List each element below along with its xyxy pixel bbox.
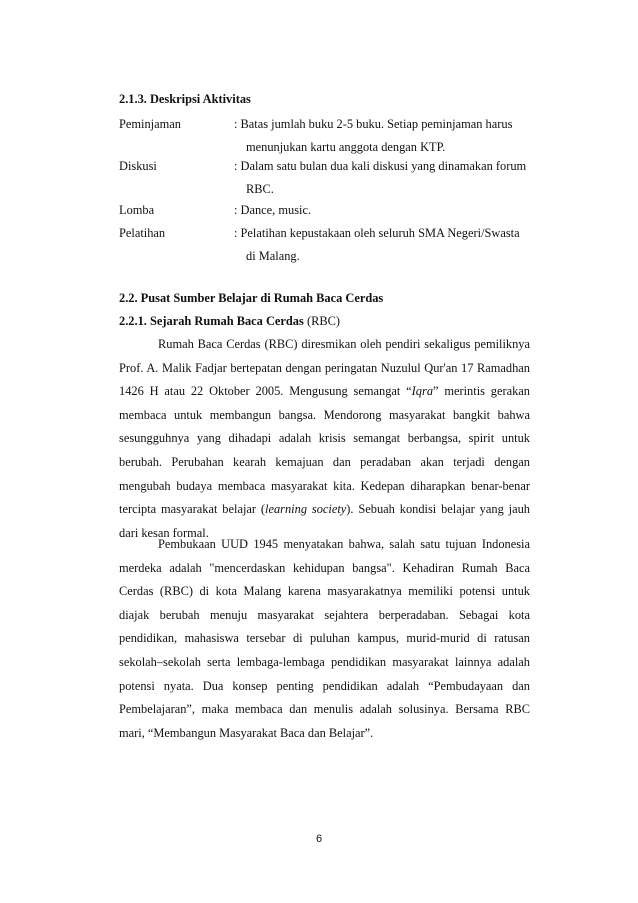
para1-part3: ). Sebuah kondisi belajar yang jauh dari kesan formal. [119,502,530,540]
activity-label-lomba: Lomba [119,203,155,217]
para2-text: Pembukaan UUD 1945 menyatakan bahwa, salah satu tujuan Indonesia merdeka adalah "mencerdaskan kehidupan bangsa". Kehadiran Rumah Baca Cerdas (RBC) di kota Malang karena masyarakatnya memiliki potensi untuk diajak berubah menuju masyarakat sejahtera berperadaban. Sebagai kota pendidikan, mahasiswa tersebar di puluhan kampus, murid-murid di ratusan sekolah–sekolah serta lembaga-lembaga pendidikan masyarakat lainnya adalah potensi nyata. Dua konsep penting pendidikan adalah “Pembudayaan dan Pembelajaran”, maka membaca dan menulis adalah solusinya. Bersama RBC mari, “Membangun Masyarakat Baca dan Belajar”. [119,537,530,740]
activity-desc-diskusi: : Dalam satu bulan dua kali diskusi yang dinamakan forum [234,159,527,173]
activity-desc-pelatihan-cont: di Malang. [246,249,300,263]
activity-desc-peminjaman: : Batas jumlah buku 2-5 buku. Setiap peminjaman harus [234,117,513,131]
para1-italic-iqra: Iqra [411,384,434,399]
paragraph-sejarah-2 [119,533,530,745]
para1-part2: ” merintis gerakan membaca untuk membangun bangsa. Mendorong masyarakat bangkit bahwa sesungguhnya yang dihadapi adalah krisis semangat berbangsa, spirit untuk berubah. Perubahan kearah kemajuan dan peradaban akan terjadi dengan mengubah budaya membaca masyarakat kita. Kedepan diharapkan benar-benar tercipta masyarakat belajar ( [119,384,530,517]
section-heading-deskripsi-aktivitas: 2.1.3. Deskripsi Aktivitas [119,92,251,106]
activity-desc-lomba: : Dance, music. [234,203,312,217]
sejarah-heading-suffix: (RBC) [306,314,340,328]
sejarah-heading-text: 2.2.1. Sejarah Rumah Baca Cerdas [119,314,304,328]
activity-desc-diskusi-cont: RBC. [246,182,274,196]
activity-label-peminjaman: Peminjaman [119,117,181,131]
paragraph-sejarah-1 [119,333,530,545]
para1-italic-learning-society: learning society [265,502,347,517]
section-heading-pusat-sumber-belajar: 2.2. Pusat Sumber Belajar di Rumah Baca Cerdas [119,291,384,305]
activity-desc-peminjaman-cont: menunjukan kartu anggota dengan KTP. [246,140,446,154]
activity-label-pelatihan: Pelatihan [119,226,166,240]
activity-desc-pelatihan: : Pelatihan kepustakaan oleh seluruh SMA Negeri/Swasta [234,226,520,240]
page-number: 6 [315,833,323,845]
para1-part1: Rumah Baca Cerdas (RBC) diresmikan oleh pendiri sekaligus pemiliknya Prof. A. Malik Fadjar bertepatan dengan peringatan Nuzulul Qur'an 17 Ramadhan 1426 H atau 22 Oktober 2005. Mengusung semangat “ [119,337,530,399]
activity-label-diskusi: Diskusi [119,159,157,173]
section-heading-sejarah-rbc [119,314,340,329]
